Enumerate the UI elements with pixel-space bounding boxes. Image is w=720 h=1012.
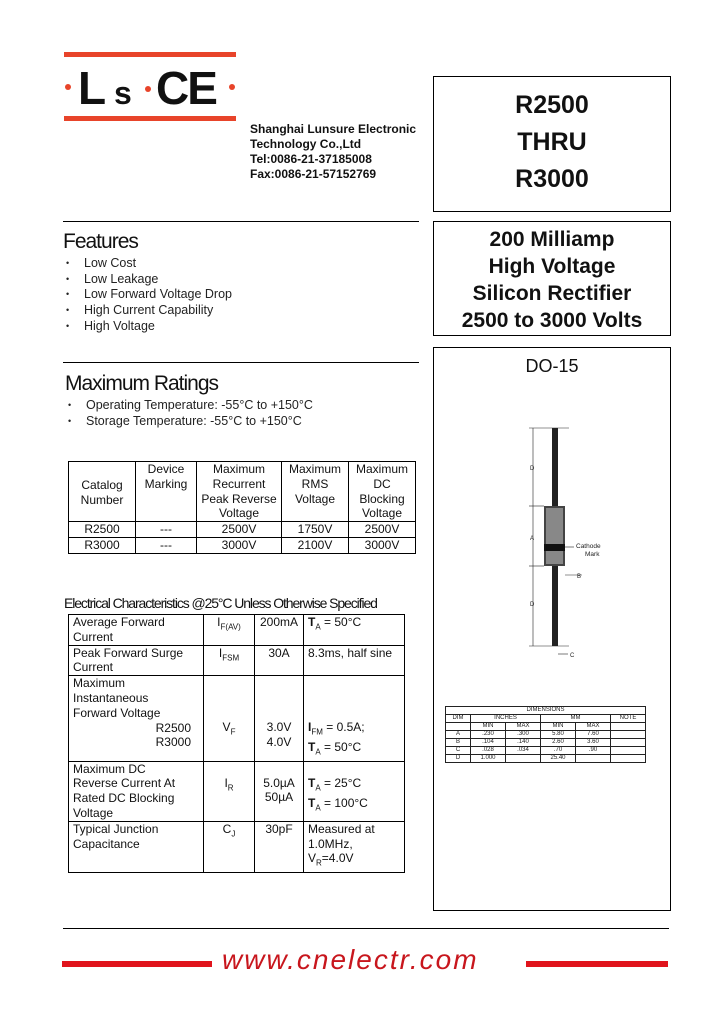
divider [63, 362, 419, 363]
table-cell: 3000V [197, 537, 282, 553]
desc-line-1: 200 Milliamp [489, 228, 615, 251]
logo-letters-ce: CE [156, 62, 216, 114]
symbol-cell: $I_{FSM}$ [204, 645, 255, 676]
company-fax: Fax:0086-21-57152769 [250, 167, 377, 181]
description-box [433, 221, 671, 336]
max-ratings-title: Maximum Ratings [65, 372, 219, 395]
table-cell: 2500V [349, 522, 416, 538]
list-item: • High Voltage [64, 319, 232, 335]
footer-bar-right [526, 961, 668, 967]
footer-bar-left [62, 961, 212, 967]
table-cell: R2500 [69, 522, 136, 538]
condition-cell: Measured at 1.0MHz, $V_R=4.0V$ [304, 821, 405, 872]
condition-cell: 8.3ms, half sine [304, 645, 405, 676]
value-cell: 5.0µA 50µA [255, 761, 304, 821]
list-item: • Low Leakage [64, 272, 232, 288]
part-number-2: R3000 [515, 165, 589, 193]
table-row [446, 723, 646, 731]
dim-label-b: B [577, 574, 582, 580]
table-row: D 1.000 25.40 [446, 755, 646, 763]
dim-label-d-bottom: D [530, 602, 535, 608]
electrical-table [68, 614, 405, 873]
table-cell: 2500V [197, 522, 282, 538]
condition-cell: $T_A = 50^\circ C$ [304, 615, 405, 646]
ratings-table [68, 461, 416, 554]
company-info [250, 122, 416, 182]
table-cell: MM [541, 715, 611, 723]
table-row [446, 707, 646, 715]
divider [63, 221, 419, 222]
footer-url[interactable]: www.cnelectr.com [222, 944, 479, 975]
header-rms: Maximum RMS Voltage [282, 462, 349, 522]
table-row [69, 615, 405, 646]
value-cell: 200mA [255, 615, 304, 646]
part-thru: THRU [517, 128, 587, 156]
package-box [433, 347, 671, 911]
table-cell: MIN [471, 723, 506, 731]
header-dc-blocking: Maximum DC Blocking Voltage [349, 462, 416, 522]
dim-label-c: C [570, 653, 575, 659]
part-number-1: R2500 [515, 91, 589, 119]
table-row [69, 537, 416, 553]
list-item: • Storage Temperature: -55°C to +150°C [66, 414, 313, 430]
condition-cell: $I_{FM} = 0.5A$; $T_A = 50^\circ C$ [304, 676, 405, 761]
package-title: DO-15 [525, 356, 579, 376]
table-cell: INCHES [471, 715, 541, 723]
table-cell: MIN [541, 723, 576, 731]
table-row: C .028 .034 .70 .90 [446, 747, 646, 755]
header-catalog: Catalog Number [69, 462, 136, 522]
do15-package-diagram [434, 348, 670, 678]
table-cell: 3000V [349, 537, 416, 553]
dimensions-table [445, 706, 646, 763]
logo-letter-s: s [114, 75, 132, 111]
symbol-cell: $C_J$ [204, 821, 255, 872]
company-logo [64, 52, 236, 122]
table-cell: MAX [506, 723, 541, 731]
desc-line-4: 2500 to 3000 Volts [461, 309, 643, 332]
table-row [69, 761, 405, 821]
symbol-cell: $I_{F(AV)}$ [204, 615, 255, 646]
value-cell: 30pF [255, 821, 304, 872]
cathode-label-1: Cathode [576, 543, 601, 550]
symbol-cell: $I_R$ [204, 761, 255, 821]
param-cell: Maximum Instantaneous Forward Voltage R2500 R3000 [69, 676, 204, 761]
param-cell: Average Forward Current [69, 615, 204, 646]
cathode-label-2: Mark [585, 551, 600, 558]
table-cell: R3000 [69, 537, 136, 553]
value-cell: 3.0V 4.0V [255, 676, 304, 761]
list-item: • Low Forward Voltage Drop [64, 287, 232, 303]
header-peak-reverse: Maximum Recurrent Peak Reverse Voltage [197, 462, 282, 522]
electrical-title: Electrical Characteristics @25°C Unless Otherwise Specified [64, 595, 377, 611]
list-item: • Operating Temperature: -55°C to +150°C [66, 398, 313, 414]
features-title: Features [63, 230, 138, 253]
features-list [64, 256, 232, 335]
list-item: • High Current Capability [64, 303, 232, 319]
value-cell: 30A [255, 645, 304, 676]
table-row [69, 645, 405, 676]
table-cell: 1750V [282, 522, 349, 538]
table-cell: DIM [446, 715, 471, 723]
table-cell: NOTE [611, 715, 646, 723]
table-cell: 2100V [282, 537, 349, 553]
condition-cell: $T_A = 25^\circ C$ $T_A = 100^\circ C$ [304, 761, 405, 821]
table-header-row [69, 462, 416, 522]
param-cell: Maximum DC Reverse Current At Rated DC Blocking Voltage [69, 761, 204, 821]
table-row [69, 821, 405, 872]
table-cell: MAX [576, 723, 611, 731]
dim-label-d-top: D [530, 466, 535, 472]
table-row [446, 715, 646, 723]
company-name-2: Technology Co.,Ltd [250, 137, 362, 151]
max-ratings-list [66, 398, 313, 429]
list-item: • Low Cost [64, 256, 232, 272]
param-cell: Typical Junction Capacitance [69, 821, 204, 872]
company-tel: Tel:0086-21-37185008 [250, 152, 372, 166]
table-cell: --- [136, 537, 197, 553]
part-number-box [433, 76, 671, 212]
dim-label-a: A [530, 536, 535, 542]
param-cell: Peak Forward Surge Current [69, 645, 204, 676]
logo-letter-l: L [78, 62, 107, 114]
footer-divider [63, 928, 669, 929]
table-row: A .230 .300 5.80 7.60 [446, 731, 646, 739]
desc-line-2: High Voltage [488, 255, 616, 278]
header-marking: Device Marking [136, 462, 197, 522]
table-cell: --- [136, 522, 197, 538]
table-row: B .104 .140 2.60 3.60 [446, 739, 646, 747]
dimensions-title: DIMENSIONS [446, 707, 646, 715]
desc-line-3: Silicon Rectifier [472, 282, 632, 305]
table-row [69, 676, 405, 761]
table-row [69, 522, 416, 538]
symbol-cell: $V_F$ [204, 676, 255, 761]
company-name-1: Shanghai Lunsure Electronic [250, 122, 417, 136]
